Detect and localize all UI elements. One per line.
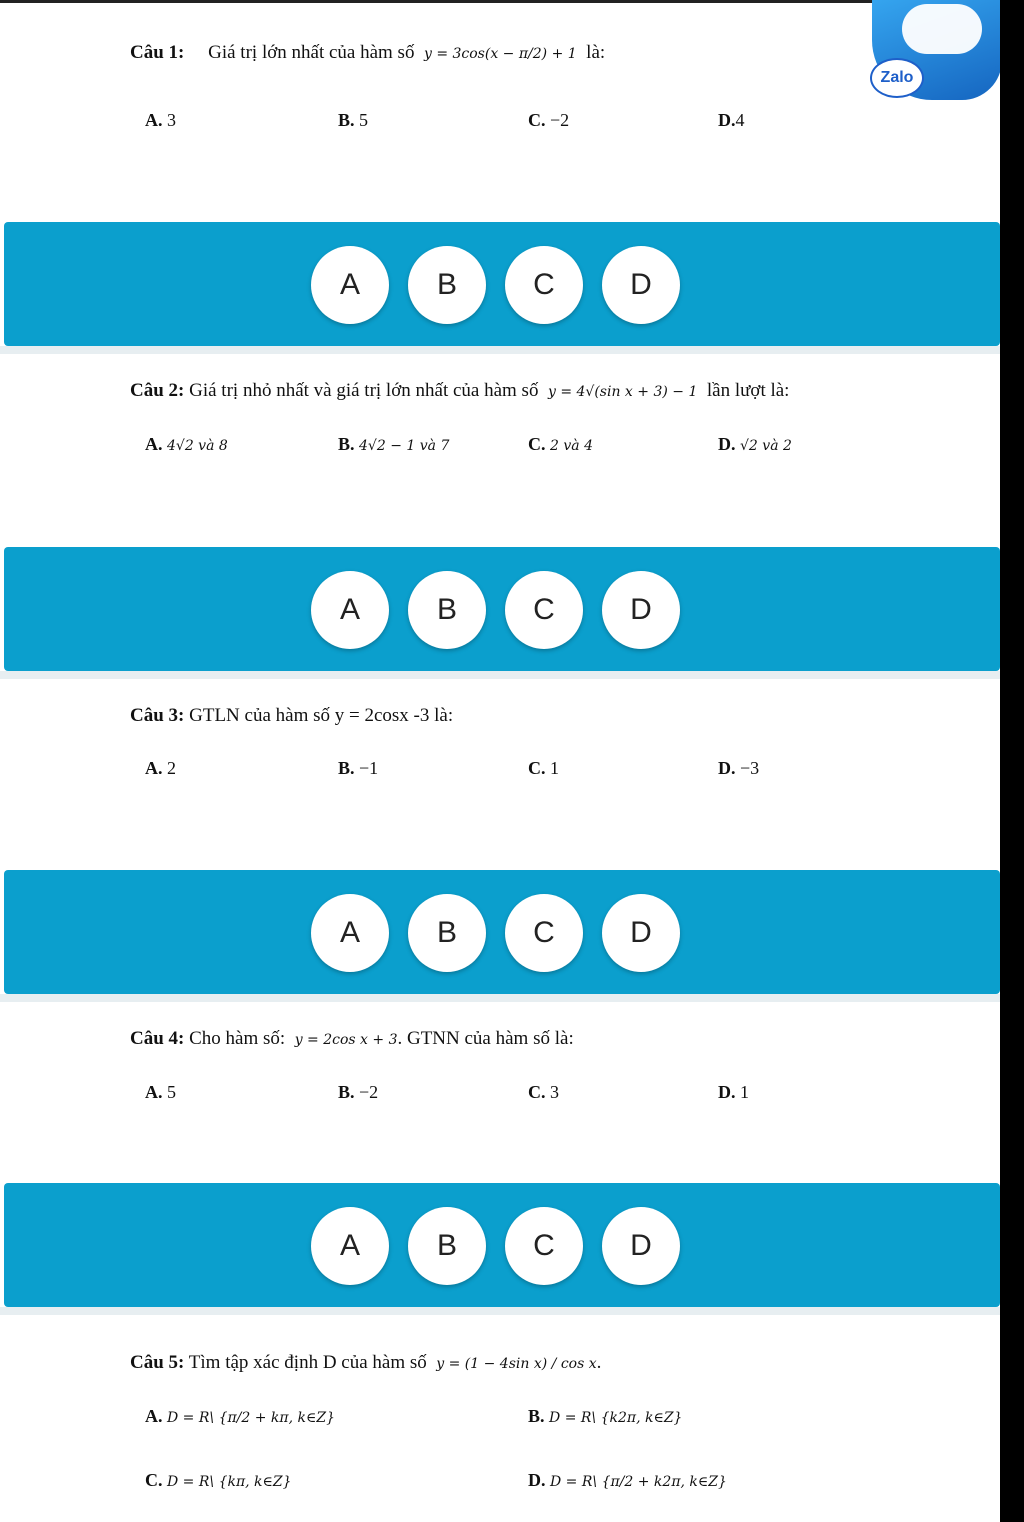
band-divider [0,1307,1000,1315]
question-5-option-c: C. D = R\ {kπ, k∈Z} [145,1470,292,1490]
answer-button-a[interactable]: A [311,246,389,324]
answer-button-a[interactable]: A [311,894,389,972]
band-divider [0,994,1000,1002]
zalo-chat-widget[interactable] [862,0,1002,110]
question-2-prompt: Giá trị nhỏ nhất và giá trị lớn nhất của hàm số [189,380,539,401]
question-3-option-b: B. −1 [338,758,379,778]
zalo-cloud-highlight [902,4,982,54]
question-4-prompt: Cho hàm số: [189,1028,286,1049]
answer-button-b[interactable]: B [408,246,486,324]
question-4-label: Câu 4: [130,1028,185,1049]
question-3-option-d: D. −3 [718,758,760,778]
answer-band-1 [4,222,1000,346]
question-3-label: Câu 3: [130,705,185,726]
screen-edge [1000,0,1024,1522]
question-1-option-d: D.4 [718,110,745,130]
answer-button-a[interactable]: A [311,571,389,649]
question-1-option-a: A. 3 [145,110,176,130]
question-2-label: Câu 2: [130,380,185,401]
question-4-option-a: A. 5 [145,1082,176,1102]
question-3-option-a: A. 2 [145,758,176,778]
answer-button-b[interactable]: B [408,571,486,649]
answer-button-b[interactable]: B [408,1207,486,1285]
question-1-prompt: Giá trị lớn nhất của hàm số [208,42,415,63]
question-4-option-d: D. 1 [718,1082,749,1102]
band-divider [0,346,1000,354]
question-5-option-b: B. D = R\ {k2π, k∈Z} [528,1406,683,1426]
question-2-suffix: lần lượt là: [706,380,790,401]
question-2-formula: y = 4√(sin x + 3) − 1 [547,384,698,400]
band-divider [0,671,1000,679]
question-3-text [130,705,453,727]
question-2-option-d: D. √2 và 2 [718,434,792,454]
answer-band-4 [4,1183,1000,1307]
answer-button-d[interactable]: D [602,571,680,649]
question-5-prompt: Tìm tập xác định D của hàm số [188,1352,427,1373]
answer-button-c[interactable]: C [505,246,583,324]
question-3-option-c: C. 1 [528,758,559,778]
answer-button-c[interactable]: C [505,571,583,649]
answer-band-3 [4,870,1000,994]
question-1-option-b: B. 5 [338,110,369,130]
answer-band-2 [4,547,1000,671]
question-1-label: Câu 1: [130,42,185,63]
question-4-formula: y = 2cos x + 3 [294,1032,398,1048]
question-5-text [130,1352,601,1374]
question-1-suffix: là: [586,42,606,63]
question-5-option-a: A. D = R\ {π/2 + kπ, k∈Z} [145,1406,335,1426]
answer-button-d[interactable]: D [602,894,680,972]
question-1-option-c: C. −2 [528,110,570,130]
answer-button-b[interactable]: B [408,894,486,972]
question-4-option-c: C. 3 [528,1082,559,1102]
question-1-text [130,42,605,64]
question-2-option-a: A. 4√2 và 8 [145,434,228,454]
answer-button-d[interactable]: D [602,1207,680,1285]
question-2-option-b: B. 4√2 − 1 và 7 [338,434,450,454]
question-5-formula: y = (1 − 4sin x) / cos x [436,1356,597,1372]
question-5-label: Câu 5: [130,1352,185,1373]
question-4-option-b: B. −2 [338,1082,379,1102]
answer-button-c[interactable]: C [505,1207,583,1285]
question-4-text [130,1028,574,1050]
zalo-logo[interactable]: Zalo [870,58,924,98]
question-3-prompt: GTLN của hàm số y = 2cosx -3 là: [189,705,454,726]
question-5-suffix: . [596,1352,602,1373]
question-2-text [130,380,789,402]
question-1-formula: y = 3cos(x − π/2) + 1 [423,46,577,62]
question-4-suffix: . GTNN của hàm số là: [397,1028,574,1049]
top-divider [0,0,1000,3]
answer-button-c[interactable]: C [505,894,583,972]
question-5-option-d: D. D = R\ {π/2 + k2π, k∈Z} [528,1470,727,1490]
answer-button-a[interactable]: A [311,1207,389,1285]
question-2-option-c: C. 2 và 4 [528,434,593,454]
answer-button-d[interactable]: D [602,246,680,324]
